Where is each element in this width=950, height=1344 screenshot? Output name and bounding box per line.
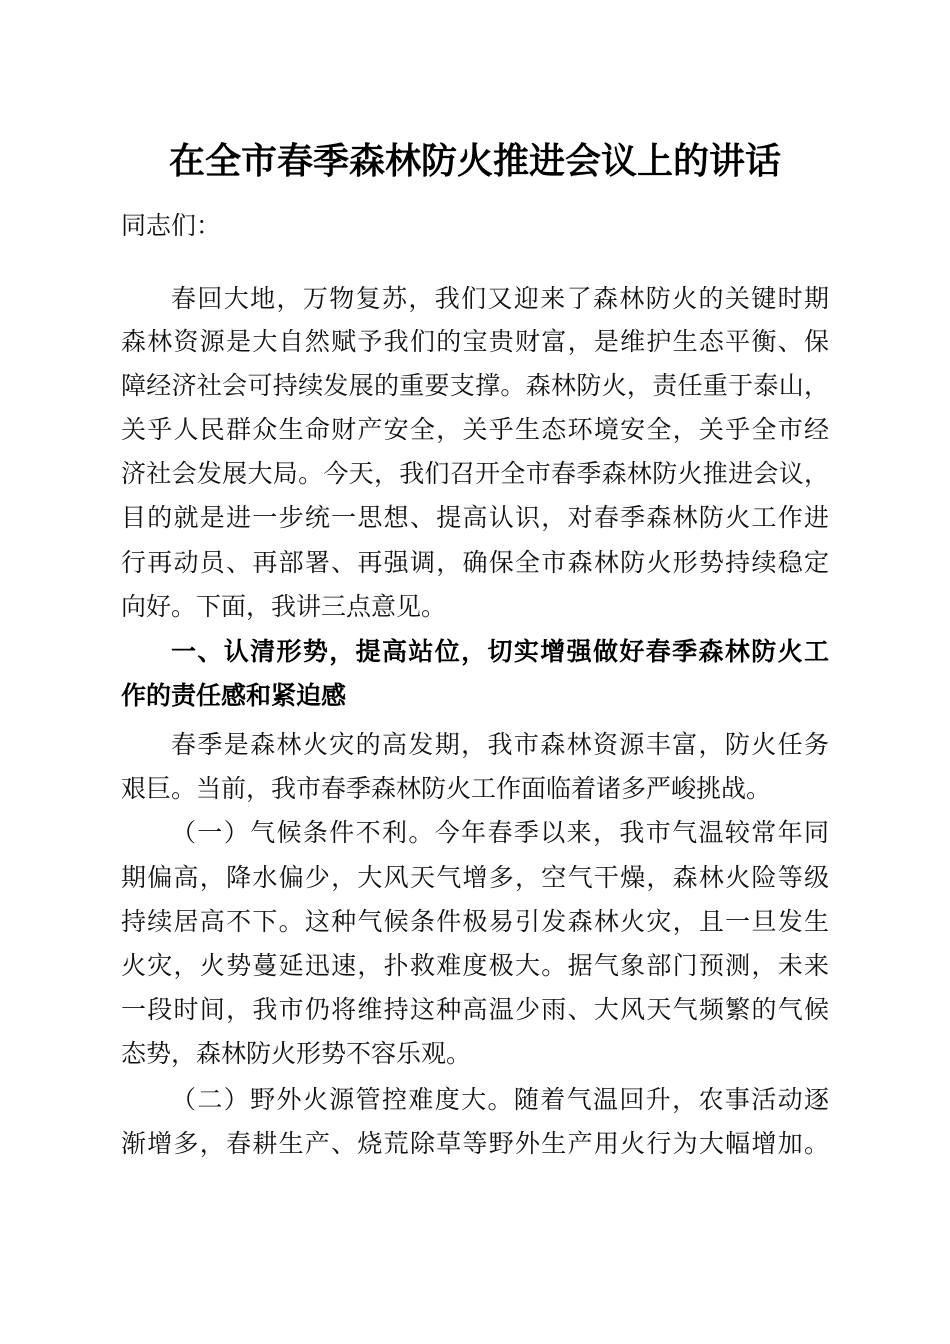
paragraph-line: 森林资源是大自然赋予我们的宝贵财富，是维护生态平衡、保 xyxy=(121,327,829,356)
section-heading: 作的责任感和紧迫感 xyxy=(121,681,347,710)
paragraph-line: 行再动员、再部署、再强调，确保全市森林防火形势持续稳定 xyxy=(121,548,829,577)
paragraph-line: 一段时间，我市仍将维持这种高温少雨、大风天气频繁的气候 xyxy=(121,995,829,1024)
paragraph-line: 障经济社会可持续发展的重要支撑。森林防火，责任重于泰山， xyxy=(121,371,829,400)
page-title: 在全市春季森林防火推进会议上的讲话 xyxy=(168,140,781,182)
greeting: 同志们： xyxy=(121,211,222,240)
paragraph-line: 艰巨。当前，我市春季森林防火工作面临着诸多严峻挑战。 xyxy=(121,774,772,803)
paragraph-line: 期偏高，降水偏少，大风天气增多，空气干燥，森林火险等级 xyxy=(121,863,829,892)
section-heading: 一、认清形势，提高站位，切实增强做好春季森林防火工 xyxy=(171,637,829,666)
paragraph-line: 济社会发展大局。今天，我们召开全市春季森林防火推进会议， xyxy=(121,459,829,488)
paragraph-line: 目的就是进一步统一思想、提高认识，对春季森林防火工作进 xyxy=(121,503,829,532)
paragraph-line: 向好。下面，我讲三点意见。 xyxy=(121,592,447,621)
paragraph-line: 渐增多，春耕生产、烧荒除草等野外生产用火行为大幅增加。 xyxy=(121,1129,829,1158)
paragraph-line: 春回大地，万物复苏，我们又迎来了森林防火的关键时期 xyxy=(171,284,829,313)
paragraph-line: （二）野外火源管控难度大。随着气温回升，农事活动逐 xyxy=(171,1085,829,1114)
paragraph-line: （一）气候条件不利。今年春季以来，我市气温较常年同 xyxy=(171,818,829,847)
paragraph-line: 持续居高不下。这种气候条件极易引发森林火灾，且一旦发生 xyxy=(121,907,829,936)
paragraph-line: 态势，森林防火形势不容乐观。 xyxy=(121,1039,472,1068)
paragraph-line: 关乎人民群众生命财产安全，关乎生态环境安全，关乎全市经 xyxy=(121,415,829,444)
paragraph-line: 火灾，火势蔓延迅速，扑救难度极大。据气象部门预测，未来 xyxy=(121,951,829,980)
paragraph-line: 春季是森林火灾的高发期，我市森林资源丰富，防火任务 xyxy=(171,730,829,759)
